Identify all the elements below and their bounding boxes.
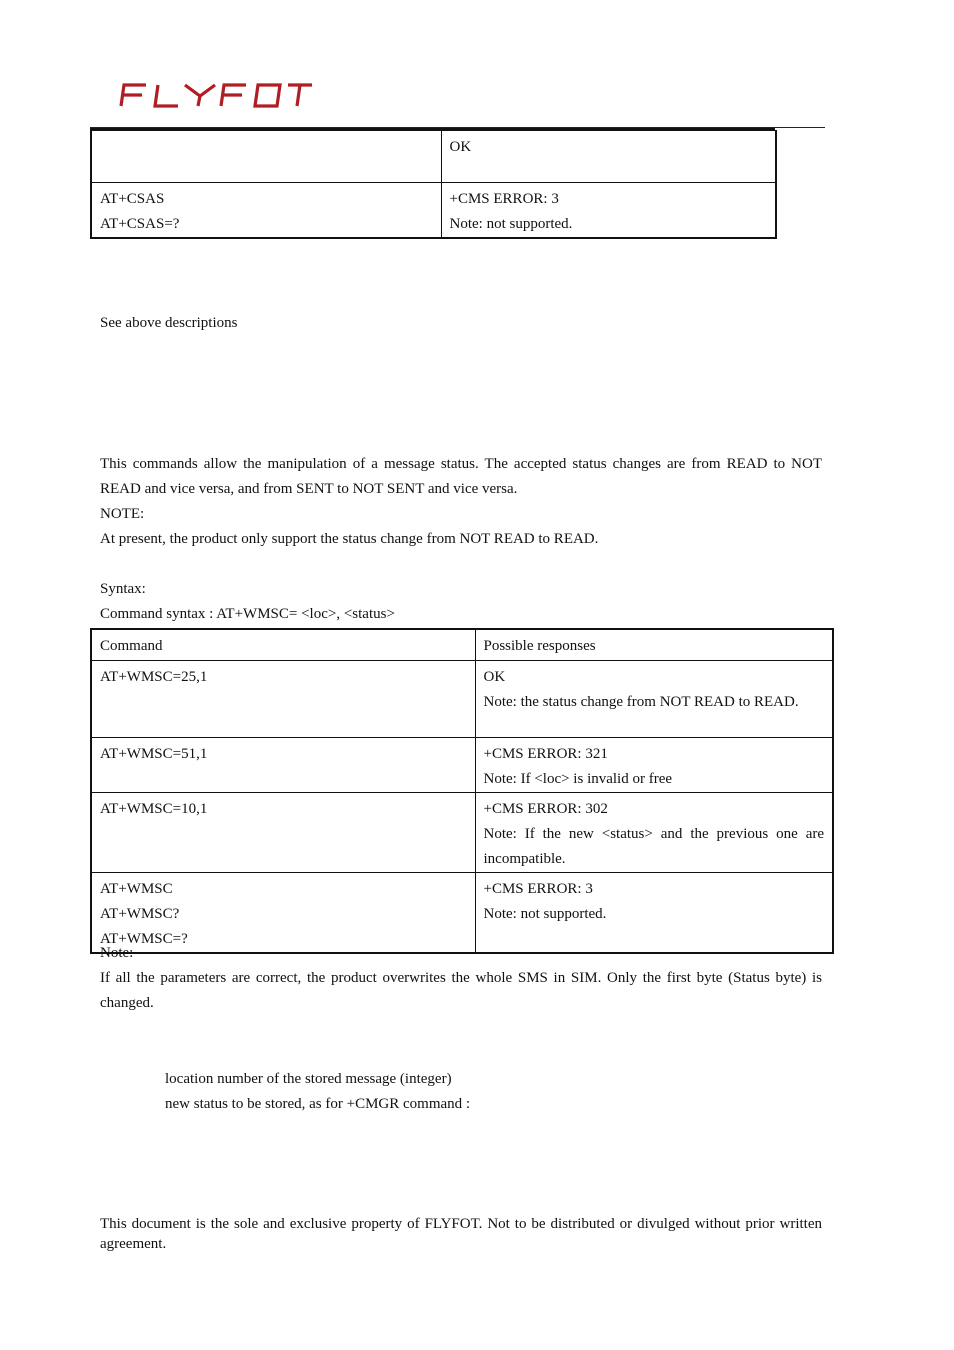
footer-disclaimer: This document is the sole and exclusive property of FLYFOT. Not to be distributed or divulged without prior written agreement. [100,1216,822,1252]
table-row [91,872,833,953]
flyfot-logo [118,80,313,115]
table-cell [441,183,776,239]
table-row [91,660,833,737]
csas-table [90,130,777,239]
param-loc-desc: location number of the stored message (integer) [165,1071,452,1087]
note-label: NOTE: [100,506,145,522]
table-row [91,183,776,239]
header-response: Possible responses [475,629,833,660]
defaults-text: See above descriptions [100,315,238,331]
table-cell [91,183,441,239]
param-status-desc: new status to be stored, as for +CMGR command : [165,1096,471,1112]
table-cell [91,872,475,953]
table-cell [91,737,475,792]
cell-line: AT+CSAS [100,191,165,207]
table-cell [475,792,833,872]
table-cell [91,660,475,737]
cell-line: AT+WMSC=? [100,930,188,947]
wmsc-table [90,628,834,954]
syntax-label: Syntax: [100,581,146,597]
cell-line: +CMS ERROR: 321 [483,745,608,762]
table-cell [475,872,833,953]
cell-line: AT+WMSC=51,1 [100,745,208,762]
description-paragraph-2: At present, the product only support the status change from NOT READ to READ. [100,531,599,547]
cell-line: Note: the status change from NOT READ to READ. [483,693,799,710]
note-after-text: If all the parameters are correct, the product overwrites the whole SMS in SIM. Only the first byte (Status byte) is changed. [100,970,822,1011]
cell-line: Note: If the new <status> and the previous one are incompatible. [483,825,824,867]
table-cell [91,131,441,183]
header-command: Command [91,629,475,660]
cell-line: Note: If <loc> is invalid or free [483,770,673,787]
command-syntax: Command syntax : AT+WMSC= <loc>, <status> [100,606,395,622]
cell-line: OK [449,139,472,155]
description-paragraph: This commands allow the manipulation of a message status. The accepted status changes are from READ to NOT READ and vice versa, and from SENT to NOT SENT and vice versa. [100,456,822,497]
cell-line: AT+CSAS=? [100,216,180,232]
cell-line: AT+WMSC [100,880,173,897]
table-cell [91,792,475,872]
logo-graphic [118,80,313,110]
table-cell [475,660,833,737]
cell-line: +CMS ERROR: 3 [483,880,593,897]
table-row [91,737,833,792]
cell-line: OK [483,668,506,685]
cell-line: +CMS ERROR: 3 [449,191,559,207]
cell-line: Note: not supported. [483,905,607,922]
cell-line: AT+WMSC? [100,905,180,922]
table-header-row [91,629,833,660]
note-after-label: Note: [100,945,134,961]
cell-line: Note: not supported. [449,216,573,232]
cell-line: +CMS ERROR: 302 [483,800,608,817]
cell-line: AT+WMSC=25,1 [100,668,208,685]
table-row [91,792,833,872]
table-cell [475,737,833,792]
cell-line: AT+WMSC=10,1 [100,800,208,817]
table-cell [441,131,776,183]
table-row [91,131,776,183]
